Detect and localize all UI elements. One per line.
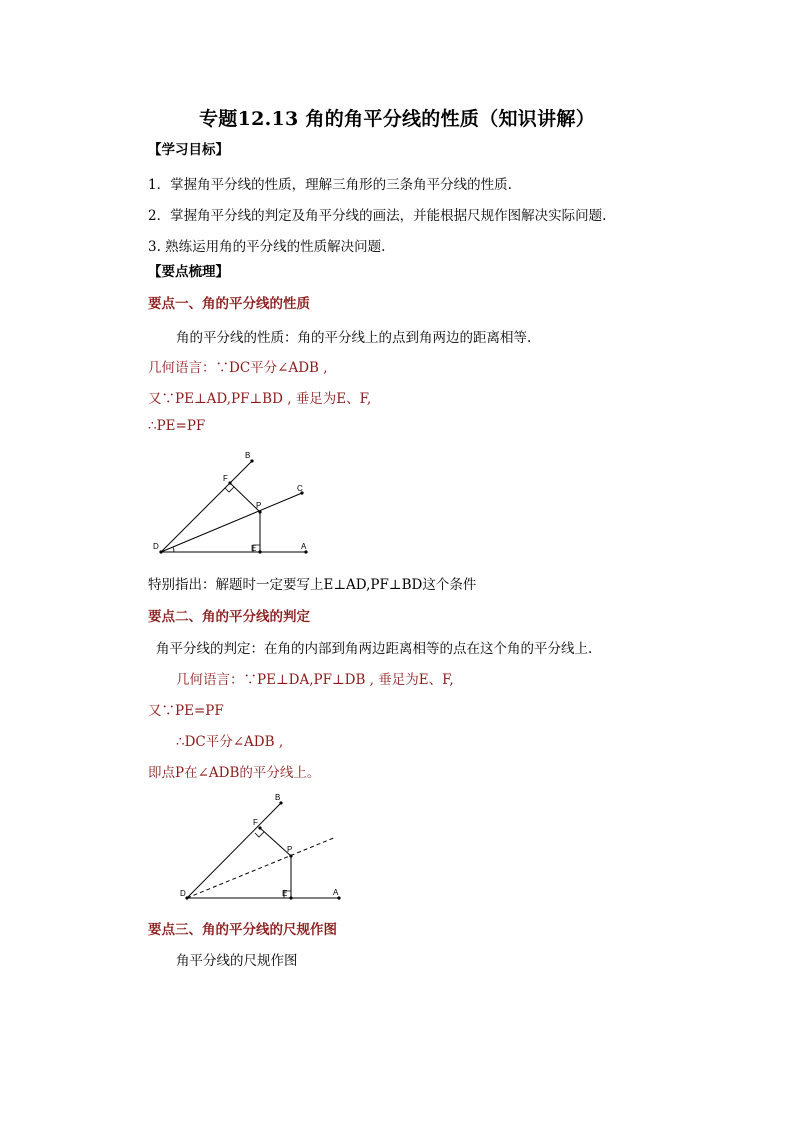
point2-geo-line4: 即点P在∠ADB的平分线上。 — [148, 765, 321, 781]
label-b: B — [275, 793, 281, 802]
point1-note: 特别指出：解题时一定要写上E⊥AD,PF⊥BD这个条件 — [148, 577, 477, 593]
right-angle-mark-f — [255, 832, 264, 837]
point-e — [258, 550, 261, 553]
goal-item-2: 2．掌握角平分线的判定及角平分线的画法，并能根据尺规作图解决实际问题. — [148, 208, 607, 224]
point2-heading: 要点二、角的平分线的判定 — [148, 609, 310, 625]
point1-geo-line1: 几何语言：∵DC平分∠ADB , — [148, 360, 328, 376]
label-e: E — [282, 889, 288, 898]
label-f: F — [253, 818, 258, 827]
point1-heading: 要点一、角的平分线的性质 — [148, 296, 310, 312]
goal-item-3: 3. 熟练运用角的平分线的性质解决问题. — [148, 239, 386, 255]
ray-db — [187, 803, 281, 898]
point-p — [258, 510, 261, 513]
label-b: B — [245, 451, 251, 460]
label-a: A — [301, 542, 307, 551]
point-p — [289, 854, 292, 857]
learning-goals-heading: 【学习目标】 — [148, 142, 229, 158]
label-p: P — [287, 845, 293, 854]
dashed-bisector — [187, 837, 336, 898]
figure-angle-bisector-criterion — [176, 790, 348, 904]
ray-db — [161, 461, 252, 552]
point2-statement: 角平分线的判定：在角的内部到角两边距离相等的点在这个角的平分线上. — [156, 641, 593, 657]
point1-statement: 角的平分线的性质：角的平分线上的点到角两边的距离相等. — [176, 330, 532, 346]
point2-geo-line1: 几何语言：∵PE⊥DA,PF⊥DB , 垂足为E、F, — [176, 672, 454, 688]
label-d: D — [180, 889, 186, 898]
label-c: C — [297, 484, 303, 493]
point1-geo-line2: 又∵PE⊥AD,PF⊥BD , 垂足为E、F, — [148, 391, 372, 407]
point1-geo-line3: ∴PE=PF — [148, 418, 206, 434]
point2-geo-line3: ∴DC平分∠ADB , — [176, 734, 284, 750]
point3-statement: 角平分线的尺规作图 — [176, 953, 298, 969]
page-title: 专题12.13 角的角平分线的性质（知识讲解） — [198, 108, 595, 130]
point-f — [258, 826, 261, 829]
figure-angle-bisector-property — [150, 448, 320, 560]
point-d — [185, 896, 188, 899]
point2-geo-line2: 又∵PE=PF — [148, 703, 224, 719]
ray-dc — [161, 493, 302, 552]
label-d: D — [153, 542, 159, 551]
label-a: A — [333, 888, 339, 897]
key-points-heading: 【要点梳理】 — [148, 264, 229, 280]
point-f — [228, 481, 231, 484]
goal-item-1: 1．掌握角平分线的性质，理解三角形的三条角平分线的性质. — [148, 177, 512, 193]
label-e: E — [251, 544, 257, 553]
angle-arc — [173, 547, 174, 552]
label-f: F — [223, 474, 228, 483]
point3-heading: 要点三、角的平分线的尺规作图 — [148, 922, 337, 938]
point-b — [250, 459, 253, 462]
right-angle-mark-f — [225, 487, 234, 492]
point-e — [289, 896, 292, 899]
point-d — [159, 550, 162, 553]
label-p: P — [256, 501, 262, 510]
